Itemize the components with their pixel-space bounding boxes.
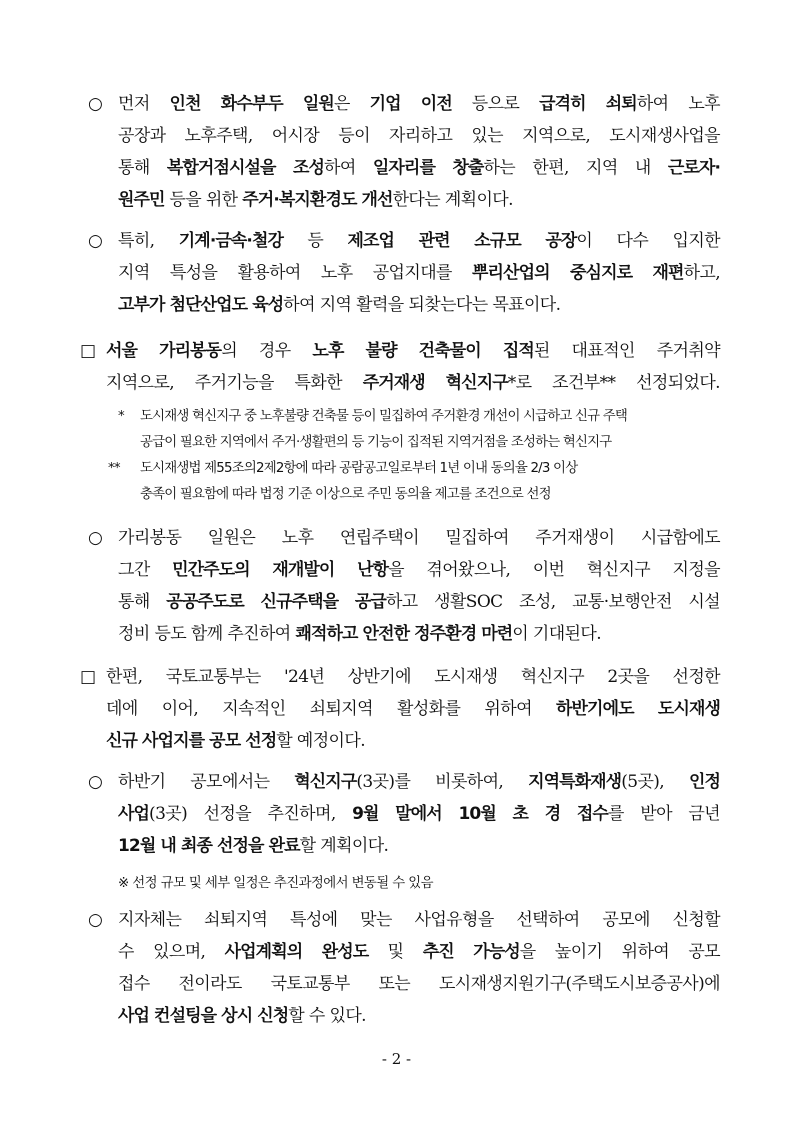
- emphasis-text: 12월 내 최종 선정을 완료: [118, 836, 300, 856]
- paragraph-lines: [118, 522, 720, 650]
- circle-bullet: ○: [88, 528, 103, 548]
- text-line: 서울 가리봉동의 경우 노후 불량 건축물이 집적된 대표적인 주거취약: [106, 341, 720, 361]
- section-seoul-garibong: [80, 335, 720, 399]
- emphasis-text: 원주민: [118, 190, 165, 210]
- page-number: - 2 -: [381, 1050, 412, 1068]
- circle-bullet: ○: [88, 772, 103, 792]
- text-line: 원주민 등을 위한 주거·복지환경도 개선한다는 계획이다.: [118, 190, 513, 210]
- paragraph-lines: [118, 88, 720, 216]
- emphasis-text: 복합거점시설을 조성: [166, 158, 325, 178]
- emphasis-text: 근로자·: [667, 158, 721, 178]
- text-line: 사업(3곳) 선정을 추진하며, 9월 말에서 10월 초 경 접수를 받아 금년: [118, 804, 721, 824]
- emphasis-text: 인정: [688, 772, 720, 792]
- text-line: 통해 공공주도로 신규주택을 공급하고 생활SOC 조성, 교통·보행안전 시설: [118, 592, 720, 612]
- paragraph-contest-plan: [88, 766, 720, 862]
- emphasis-text: 기계·금속·철강: [178, 231, 284, 251]
- text-line: 데에 이어, 지속적인 쇠퇴지역 활성화를 위하여 하반기에도 도시재생: [106, 699, 721, 719]
- footnote-conditional: [108, 456, 577, 508]
- footnote-marker: *: [118, 409, 124, 424]
- emphasis-text: 일자리를 창출: [372, 158, 484, 178]
- paragraph-incheon-hwasu: [88, 88, 720, 216]
- text-line: 수 있으며, 사업계획의 완성도 및 추진 가능성을 높이기 위하여 공모: [118, 942, 721, 962]
- text-line: 가리봉동 일원은 노후 연립주택이 밀집하여 주거재생이 시급함에도: [118, 528, 720, 548]
- text-line: 12월 내 최종 선정을 완료할 계획이다.: [118, 836, 389, 856]
- text-line: 그간 민간주도의 재개발이 난항을 겪어왔으나, 이번 혁신지구 지정을: [118, 560, 720, 580]
- emphasis-text: 공공주도로 신규주택을 공급: [166, 592, 386, 612]
- emphasis-text: 뿌리산업의 중심지로 재편: [472, 263, 684, 283]
- text-line: 통해 복합거점시설을 조성하여 일자리를 창출하는 한편, 지역 내 근로자·: [118, 158, 721, 178]
- emphasis-text: 신규 사업지를 공모 선정: [106, 731, 277, 751]
- paragraph-lines: [118, 904, 720, 1032]
- emphasis-text: 지역특화재생: [528, 772, 622, 792]
- footnote-marker: **: [108, 461, 120, 476]
- emphasis-text: 사업: [118, 804, 150, 824]
- emphasis-text: 하반기에도 도시재생: [556, 699, 721, 719]
- square-bullet: □: [80, 341, 96, 361]
- emphasis-text: 인천 화수부두 일원: [169, 94, 334, 114]
- paragraph-root-industry: [88, 225, 720, 321]
- emphasis-text: 주거·복지환경도 개선: [242, 190, 393, 210]
- text-line: 지자체는 쇠퇴지역 특성에 맞는 사업유형을 선택하여 공모에 신청할: [118, 910, 720, 930]
- emphasis-text: 제조업 관련 소규모 공장: [347, 231, 577, 251]
- footnote-text: 도시재생 혁신지구 중 노후불량 건축물 등이 밀집하여 주거환경 개선이 시급하고 신규 주택: [140, 409, 628, 424]
- schedule-remark: ※ 선정 규모 및 세부 일정은 추진과정에서 변동될 수 있음: [118, 876, 433, 891]
- emphasis-text: 9월 말에서 10월 초 경 접수: [352, 804, 608, 824]
- text-line: 고부가 첨단산업도 육성하여 지역 활력을 되찾는다는 목표이다.: [118, 295, 561, 315]
- text-line: 특히, 기계·금속·철강 등 제조업 관련 소규모 공장이 다수 입지한: [118, 231, 720, 251]
- footnote-text: 공급이 필요한 지역에서 주거·생활편의 등 기능이 집적된 지역거점을 조성하는 혁신지구: [140, 435, 612, 450]
- emphasis-text: 쾌적하고 안전한 정주환경 마련: [295, 624, 513, 644]
- emphasis-text: 혁신지구: [294, 772, 357, 792]
- paragraph-lines: [106, 661, 720, 757]
- emphasis-text: 급격히 쇠퇴: [539, 94, 637, 114]
- section-second-half-contest: [80, 661, 720, 757]
- emphasis-text: 노후 불량 건축물이 집적: [312, 341, 534, 361]
- circle-bullet: ○: [88, 94, 103, 114]
- emphasis-text: 고부가 첨단산업도 육성: [118, 295, 284, 315]
- paragraph-lines: [118, 766, 720, 862]
- emphasis-text: 주거재생 혁신지구: [362, 373, 508, 393]
- circle-bullet: ○: [88, 910, 103, 930]
- paragraph-consulting: [88, 904, 720, 1032]
- emphasis-text: 기업 이전: [369, 94, 452, 114]
- text-line: 하반기 공모에서는 혁신지구(3곳)를 비롯하여, 지역특화재생(5곳), 인정: [118, 772, 720, 792]
- footnote-innovation-district: [118, 404, 627, 456]
- emphasis-text: 추진 가능성: [422, 942, 520, 962]
- paragraph-garibong-detail: [88, 522, 720, 650]
- text-line: 접수 전이라도 국토교통부 또는 도시재생지원기구(주택도시보증공사)에: [118, 974, 720, 994]
- text-line: 신규 사업지를 공모 선정할 예정이다.: [106, 731, 365, 751]
- square-bullet: □: [80, 667, 96, 687]
- emphasis-text: 사업 컨설팅을 상시 신청: [118, 1006, 289, 1026]
- text-line: 한편, 국토교통부는 '24년 상반기에 도시재생 혁신지구 2곳을 선정한: [106, 667, 720, 687]
- circle-bullet: ○: [88, 231, 103, 251]
- emphasis-text: 사업계획의 완성도: [224, 942, 369, 962]
- paragraph-lines: [118, 225, 720, 321]
- paragraph-lines: [106, 335, 720, 399]
- text-line: 지역으로, 주거기능을 특화한 주거재생 혁신지구*로 조건부** 선정되었다.: [106, 373, 720, 393]
- text-line: 정비 등도 함께 추진하여 쾌적하고 안전한 정주환경 마련이 기대된다.: [118, 624, 601, 644]
- footnote-text: 도시재생법 제55조의2제2항에 따라 공람공고일로부터 1년 이내 동의율 2/3 이상: [140, 461, 578, 476]
- emphasis-text: 민간주도의 재개발이 난항: [172, 560, 389, 580]
- text-line: 사업 컨설팅을 상시 신청할 수 있다.: [118, 1006, 366, 1026]
- text-line: 공장과 노후주택, 어시장 등이 자리하고 있는 지역으로, 도시재생사업을: [118, 126, 720, 146]
- footnote-text: 충족이 필요함에 따라 법정 기준 이상으로 주민 동의율 제고를 조건으로 선정: [140, 487, 551, 502]
- text-line: 지역 특성을 활용하여 노후 공업지대를 뿌리산업의 중심지로 재편하고,: [118, 263, 721, 283]
- emphasis-text: 서울 가리봉동: [106, 341, 222, 361]
- text-line: 먼저 인천 화수부두 일원은 기업 이전 등으로 급격히 쇠퇴하여 노후: [118, 94, 721, 114]
